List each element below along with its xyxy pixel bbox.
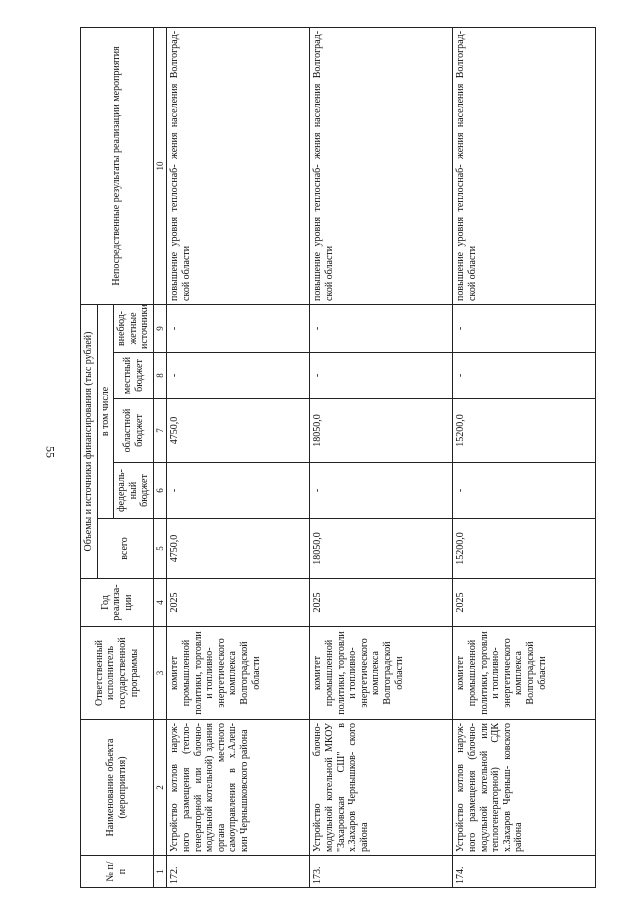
- table-row: [453, 27, 596, 887]
- row-name: Устройство котлов наруж- ного размещения (тепло- генераторной или блочно- модульной котельной) здания органа местного самоуправления в х.Алеш- кин Чернышковского района: [167, 720, 310, 856]
- col-number: 10: [153, 27, 166, 304]
- row-local: -: [310, 353, 453, 399]
- header-results: Непосредственные результаты реализации мероприятия: [81, 27, 154, 304]
- row-federal: -: [167, 463, 310, 519]
- row-num: 173.: [310, 856, 453, 888]
- row-total: 4750,0: [167, 519, 310, 579]
- header-num: № п/п: [81, 856, 154, 888]
- row-result: повышение уровня теплоснаб- жения населения Волгоград- ской области: [167, 27, 310, 304]
- financing-table: [80, 27, 596, 888]
- row-total: 18050,0: [310, 519, 453, 579]
- table-row: [310, 27, 453, 887]
- row-name: Устройство котлов наруж- ного размещения (блочно- модульной котельной или теплогенераторной) СДК х.Захаров Черныш- ковского района: [453, 720, 596, 856]
- row-local: -: [167, 353, 310, 399]
- rotated-table-container: [80, 28, 635, 888]
- row-result: повышение уровня теплоснаб- жения населения Волгоград- ской области: [453, 27, 596, 304]
- header-extra: внебюд- жетные источники: [114, 304, 154, 352]
- row-regional: 18050,0: [310, 399, 453, 463]
- row-regional: 15200,0: [453, 399, 596, 463]
- header-total: всего: [97, 519, 153, 579]
- row-local: -: [453, 353, 596, 399]
- table-row: [167, 27, 310, 887]
- row-responsible: комитет промышленной политики, торговли и топливно- энергетического комплекса Волгоградской области: [453, 627, 596, 720]
- row-extra: -: [310, 304, 453, 352]
- col-number: 1: [153, 856, 166, 888]
- header-in-that: в том числе: [97, 304, 114, 518]
- row-responsible: комитет промышленной политики, торговли и топливно- энергетического комплекса Волгоградской области: [310, 627, 453, 720]
- col-number: 8: [153, 353, 166, 399]
- row-year: 2025: [310, 579, 453, 627]
- row-regional: 4750,0: [167, 399, 310, 463]
- header-local: местный бюджет: [114, 353, 154, 399]
- header-federal: федераль- ный бюджет: [114, 463, 154, 519]
- col-number: 2: [153, 720, 166, 856]
- row-year: 2025: [453, 579, 596, 627]
- header-funding: Объемы и источники финансирования (тыс рублей): [81, 304, 98, 578]
- header-regional: областной бюджет: [114, 399, 154, 463]
- col-number: 7: [153, 399, 166, 463]
- row-total: 15200,0: [453, 519, 596, 579]
- row-year: 2025: [167, 579, 310, 627]
- row-extra: -: [453, 304, 596, 352]
- row-federal: -: [453, 463, 596, 519]
- row-name: Устройство блочно- модульной котельной МКОУ "Захаровская СШ" в х.Захаров Чернышков- ского района: [310, 720, 453, 856]
- row-extra: -: [167, 304, 310, 352]
- col-number: 9: [153, 304, 166, 352]
- page-number: 55: [43, 446, 58, 458]
- row-num: 172.: [167, 856, 310, 888]
- row-num: 174.: [453, 856, 596, 888]
- row-federal: -: [310, 463, 453, 519]
- col-number: 3: [153, 627, 166, 720]
- row-result: повышение уровня теплоснаб- жения населения Волгоград- ской области: [310, 27, 453, 304]
- header-year: Год реализа- ции: [81, 579, 154, 627]
- col-number: 4: [153, 579, 166, 627]
- header-responsible: Ответственный исполнитель государственной программы: [81, 627, 154, 720]
- col-number: 6: [153, 463, 166, 519]
- row-responsible: комитет промышленной политики, торговли и топливно- энергетического комплекса Волгоградской области: [167, 627, 310, 720]
- header-name: Наименование объекта (мероприятия): [81, 720, 154, 856]
- col-number: 5: [153, 519, 166, 579]
